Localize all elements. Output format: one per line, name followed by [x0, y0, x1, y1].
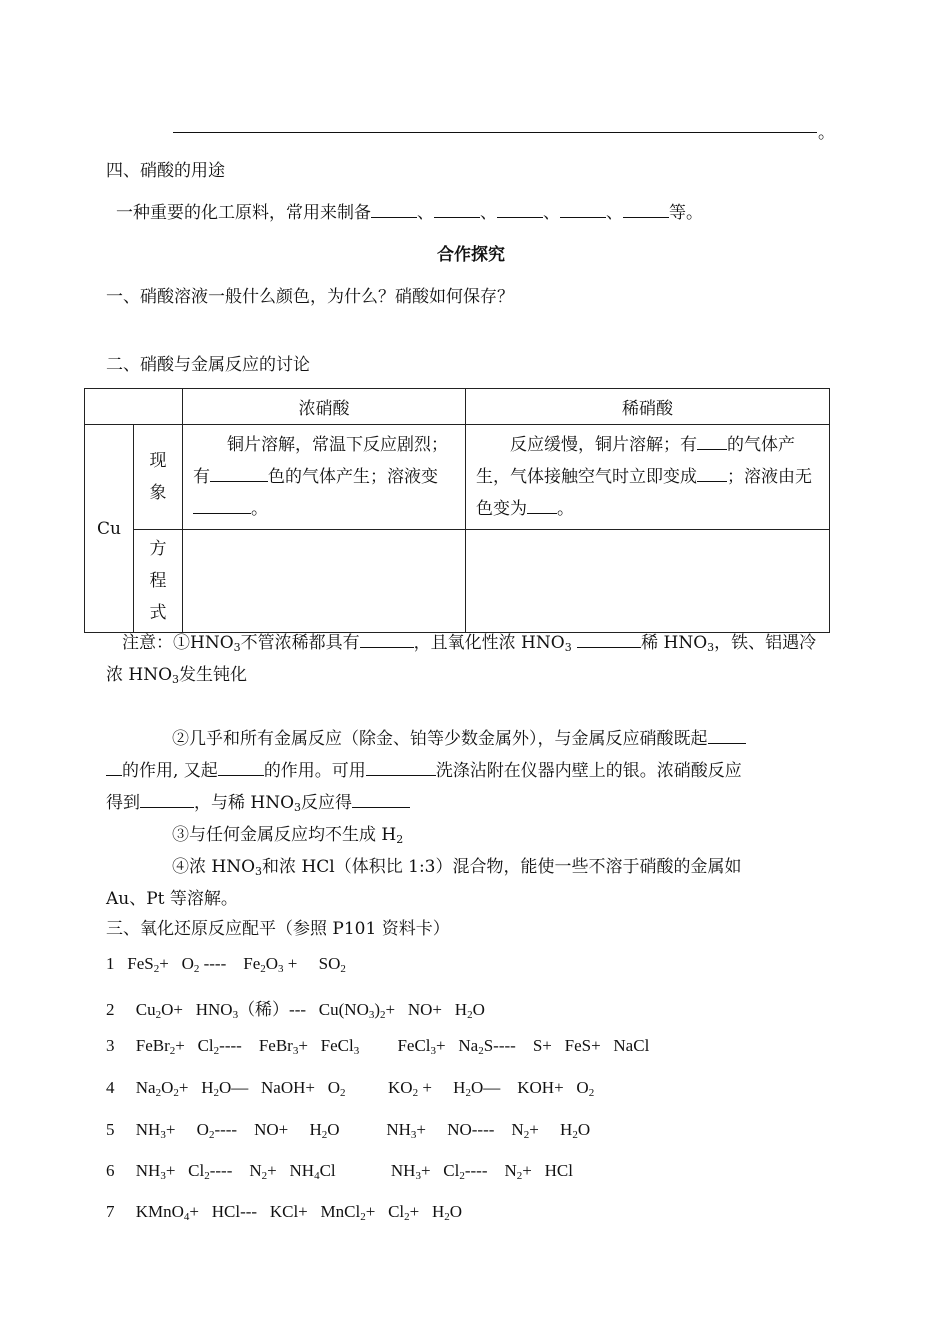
blank-1	[371, 203, 417, 218]
eq-part: HCl	[544, 1161, 573, 1180]
eq-part: O—	[218, 1078, 249, 1097]
eq-part: O	[181, 954, 194, 973]
eq-num: 6	[106, 1161, 115, 1180]
eq-part: KMnO	[135, 1202, 184, 1221]
eq-part: （稀）---	[238, 1000, 307, 1019]
uses-end: 等。	[669, 203, 703, 223]
note-2-line-3	[106, 788, 410, 814]
note-text: 不管浓稀都具有	[240, 633, 360, 653]
note-text: ，且氧化性浓 HNO	[413, 633, 565, 653]
blank	[140, 793, 194, 808]
blank	[106, 761, 122, 776]
eq-part: O	[265, 954, 279, 973]
eq-part: +	[529, 1120, 539, 1139]
eq-part: Na	[135, 1078, 156, 1097]
conc-text-3: 。	[251, 499, 268, 519]
conc-phenomenon	[183, 425, 466, 530]
sub: 2	[155, 1009, 162, 1021]
eq-part: H	[431, 1202, 445, 1221]
equation-3	[106, 1036, 649, 1057]
phenom-char-2: 象	[149, 483, 167, 503]
uses-text: 一种重要的化工原料，常用来制备	[116, 203, 371, 223]
eq-part: O+	[161, 1000, 183, 1019]
eq-part: SO	[318, 954, 341, 973]
blank-4	[560, 203, 606, 218]
eq-part: +	[267, 1161, 277, 1180]
dilute-equation-cell	[466, 530, 830, 633]
sub: 3	[232, 1009, 239, 1021]
dilute-text-4: 。	[557, 499, 574, 519]
eq-num: 5	[106, 1120, 115, 1139]
sep: 、	[480, 203, 497, 223]
eq-part: ----	[209, 1161, 233, 1180]
eq-part: )	[374, 1000, 381, 1019]
eq-part: H	[309, 1120, 322, 1139]
phenom-char-1: 现	[149, 451, 167, 471]
sep: 、	[417, 203, 434, 223]
note-text: ④浓 HNO	[172, 857, 256, 877]
eq-num: 4	[106, 1078, 115, 1097]
eq-num: 1	[106, 954, 115, 973]
eq-part: Cl	[388, 1202, 405, 1221]
eq-part: O	[196, 1120, 209, 1139]
sub: 2	[321, 1129, 328, 1141]
note-3	[172, 820, 403, 846]
eq-part: +	[385, 1000, 396, 1019]
sub: 2	[523, 1129, 530, 1141]
eq-part: FeS	[127, 954, 154, 973]
sub: 2	[213, 1045, 220, 1057]
sub: 3	[564, 641, 572, 654]
equation-6	[106, 1161, 573, 1182]
eq-part: +	[189, 1202, 200, 1221]
sub: 2	[360, 1211, 366, 1223]
eq-part: Cl	[443, 1161, 460, 1180]
sub: 2	[204, 1170, 210, 1182]
eq-part: FeCl	[397, 1036, 431, 1055]
header-concentrated: 浓硝酸	[183, 389, 466, 425]
dilute-text-2: 的气体产生，气体接触空气时立即变成	[476, 435, 795, 487]
sub: 2	[340, 1087, 346, 1099]
note-text: 洗涤沾附在仪器内壁上的银。浓硝酸反应	[435, 761, 742, 781]
eq-part: +	[436, 1036, 446, 1055]
answer-line	[173, 132, 817, 133]
eq-part: +	[175, 1036, 185, 1055]
eq-part: Cl	[188, 1161, 205, 1180]
sub: 2	[261, 1170, 268, 1182]
sub: 2	[153, 963, 160, 975]
eq-part: NH	[386, 1120, 411, 1139]
sub: 2	[208, 1129, 215, 1141]
eq-part: Cu(NO	[318, 1000, 369, 1019]
eq-part: O—	[470, 1078, 501, 1097]
coop-title: 合作探究	[437, 245, 505, 265]
note-1-line-2	[106, 660, 247, 686]
eq-part: +	[165, 1161, 176, 1180]
blank-2	[434, 203, 480, 218]
eq-part: +	[422, 1078, 432, 1097]
eq-part: N	[511, 1120, 524, 1139]
row-metal-cu: Cu	[85, 425, 134, 633]
eq-part: +	[416, 1120, 426, 1139]
eq-part: MnCl	[320, 1202, 361, 1221]
eq-part: NH	[390, 1161, 416, 1180]
sub: 2	[444, 1211, 450, 1223]
eq-part: +	[409, 1202, 420, 1221]
eq-part: NO+	[254, 1120, 289, 1139]
sub: 2	[340, 963, 346, 975]
eq-part: N	[504, 1161, 517, 1180]
eq-part: NO+	[407, 1000, 443, 1019]
sub: 2	[173, 1087, 179, 1099]
eq-part: KCl+	[269, 1202, 308, 1221]
line-period: 。	[818, 123, 835, 143]
eq-part: NaCl	[613, 1036, 650, 1055]
eq-part: NO----	[447, 1120, 495, 1139]
equation-4	[106, 1078, 594, 1099]
table-corner	[85, 389, 183, 425]
equation-1	[106, 954, 346, 975]
blank	[708, 729, 746, 744]
note-text: 发生钝化	[179, 665, 248, 685]
section-4-heading: 四、硝酸的用途	[106, 161, 225, 181]
sub: 3	[233, 641, 241, 654]
eq-part: NH	[135, 1120, 161, 1139]
eq-part: Cl	[197, 1036, 214, 1055]
note-1-line-1	[122, 628, 816, 654]
sub: 2	[155, 1087, 162, 1099]
eq-part: ----	[214, 1120, 238, 1139]
note-text: 注意：①HNO	[122, 633, 234, 653]
sub: 2	[169, 1045, 176, 1057]
eq-part: +	[420, 1161, 431, 1180]
eq-num: 3	[106, 1036, 115, 1055]
eq-part: H	[453, 1078, 466, 1097]
sub: 3	[160, 1129, 166, 1141]
sub: 2	[459, 1170, 465, 1182]
dilute-text-1: 反应缓慢，铜片溶解；有	[510, 435, 697, 455]
eq-part: +	[298, 1036, 308, 1055]
row-phenomenon-label	[134, 425, 183, 530]
eq-part: O	[449, 1202, 463, 1221]
note-4-line-2: Au、Pt 等溶解。	[106, 889, 238, 909]
sub: 3	[430, 1045, 437, 1057]
sub: 3	[255, 865, 263, 878]
sub: 3	[410, 1129, 417, 1141]
equation-5	[106, 1120, 590, 1141]
sub: 3	[415, 1170, 421, 1182]
sub: 2	[412, 1087, 419, 1099]
blank-conc-2	[193, 499, 251, 514]
sub: 2	[588, 1087, 595, 1099]
eq-part: NH	[289, 1161, 315, 1180]
eq-part: H	[201, 1078, 214, 1097]
sub: 2	[516, 1170, 523, 1182]
equation-2	[106, 995, 485, 1021]
eq-char-1: 方	[149, 539, 167, 559]
note-text: 得到	[106, 793, 140, 813]
blank-dilute-1	[697, 435, 727, 450]
eq-part: +	[365, 1202, 376, 1221]
eq-part: Cu	[135, 1000, 156, 1019]
sub: 2	[404, 1211, 410, 1223]
equation-7	[106, 1202, 462, 1223]
eq-part: ----	[219, 1036, 242, 1055]
question-2: 二、硝酸与金属反应的讨论	[106, 355, 310, 375]
dilute-phenomenon	[466, 425, 830, 530]
eq-part: HNO	[195, 1000, 233, 1019]
eq-part: S----	[483, 1036, 516, 1055]
note-2-line-1	[172, 724, 746, 749]
sub: 3	[160, 1170, 166, 1182]
eq-part: FeBr	[258, 1036, 293, 1055]
eq-part: Fe	[243, 954, 261, 973]
sub: 2	[193, 963, 200, 975]
eq-part: +	[287, 954, 298, 973]
note-text: 浓 HNO	[106, 665, 173, 685]
dilute-text-3: ；溶液由无色变为	[476, 467, 812, 519]
note-text: 反应得	[301, 793, 353, 813]
note-2-line-2	[106, 756, 742, 781]
eq-part: O	[327, 1120, 340, 1139]
eq-part: +	[165, 1120, 176, 1139]
sep: 、	[606, 203, 623, 223]
conc-text-1: 铜片溶解，常温下反应剧烈；有	[193, 435, 448, 487]
eq-part: +	[522, 1161, 532, 1180]
section-3-heading: 三、氧化还原反应配平（参照 P101 资料卡）	[106, 919, 450, 939]
eq-part: ----	[464, 1161, 488, 1180]
eq-part: +	[159, 954, 169, 973]
note-text: 的作用, 又起	[122, 761, 218, 781]
sep: 、	[543, 203, 560, 223]
sub: 3	[294, 801, 302, 814]
note-text: 稀 HNO	[641, 633, 708, 653]
sub: 2	[465, 1087, 471, 1099]
sub: 3	[368, 1009, 375, 1021]
eq-part: FeBr	[135, 1036, 170, 1055]
sub: 4	[314, 1170, 320, 1182]
eq-part: KO	[388, 1078, 413, 1097]
question-1: 一、硝酸溶液一般什么颜色，为什么？硝酸如何保存？	[106, 287, 514, 307]
row-equation-label	[134, 530, 183, 633]
blank-3	[497, 203, 543, 218]
sub: 2	[396, 833, 404, 846]
eq-char-3: 式	[149, 603, 167, 623]
sub: 2	[572, 1129, 578, 1141]
eq-part: +	[178, 1078, 189, 1097]
blank	[352, 793, 410, 808]
blank	[360, 633, 414, 648]
eq-part: HCl---	[211, 1202, 258, 1221]
section-4-line	[116, 198, 703, 223]
eq-part: H	[560, 1120, 573, 1139]
eq-part: S+	[532, 1036, 552, 1055]
note-4-line-1	[172, 852, 741, 878]
eq-part: NaOH+	[261, 1078, 315, 1097]
eq-part: O	[577, 1120, 591, 1139]
eq-num: 2	[106, 1000, 115, 1019]
sub: 2	[478, 1045, 484, 1057]
sub: 3	[292, 1045, 299, 1057]
blank-dilute-3	[527, 499, 557, 514]
header-dilute: 稀硝酸	[466, 389, 830, 425]
eq-part: ----	[203, 954, 227, 973]
eq-part: FeCl	[320, 1036, 354, 1055]
eq-part: NH	[135, 1161, 161, 1180]
eq-part: N	[249, 1161, 262, 1180]
sub: 3	[278, 963, 284, 975]
eq-part: O	[161, 1078, 174, 1097]
blank-conc-1	[210, 467, 268, 482]
eq-part: O	[472, 1000, 485, 1019]
sub: 3	[172, 673, 180, 686]
blank	[218, 761, 264, 776]
eq-part: O	[576, 1078, 589, 1097]
note-text: 的作用。可用	[263, 761, 366, 781]
conc-text-2: 色的气体产生；溶液变	[268, 467, 438, 487]
eq-char-2: 程	[149, 571, 167, 591]
conc-equation-cell	[183, 530, 466, 633]
sub: 2	[467, 1009, 473, 1021]
blank-5	[623, 203, 669, 218]
blank	[577, 633, 641, 648]
note-text: ②几乎和所有金属反应（除金、铂等少数金属外），与金属反应硝酸既起	[172, 729, 708, 749]
note-text: ，铁、铝遇冷	[714, 633, 817, 653]
sub: 4	[183, 1211, 190, 1223]
sub: 2	[380, 1009, 386, 1021]
sub: 3	[707, 641, 715, 654]
eq-part: FeS+	[564, 1036, 601, 1055]
eq-part: Cl	[319, 1161, 336, 1180]
eq-part: KOH+	[517, 1078, 564, 1097]
eq-part: H	[454, 1000, 468, 1019]
sub: 2	[213, 1087, 219, 1099]
sub: 3	[353, 1045, 360, 1057]
blank-dilute-2	[697, 467, 727, 482]
eq-part: O	[327, 1078, 341, 1097]
blank	[366, 761, 436, 776]
note-text: 和浓 HCl（体积比 1:3）混合物，能使一些不溶于硝酸的金属如	[262, 857, 742, 877]
eq-num: 7	[106, 1202, 115, 1221]
note-text: ③与任何金属反应均不生成 H	[172, 825, 397, 845]
reaction-table	[84, 388, 830, 633]
sub: 2	[260, 963, 266, 975]
eq-part: Na	[458, 1036, 479, 1055]
note-text: ，与稀 HNO	[194, 793, 295, 813]
